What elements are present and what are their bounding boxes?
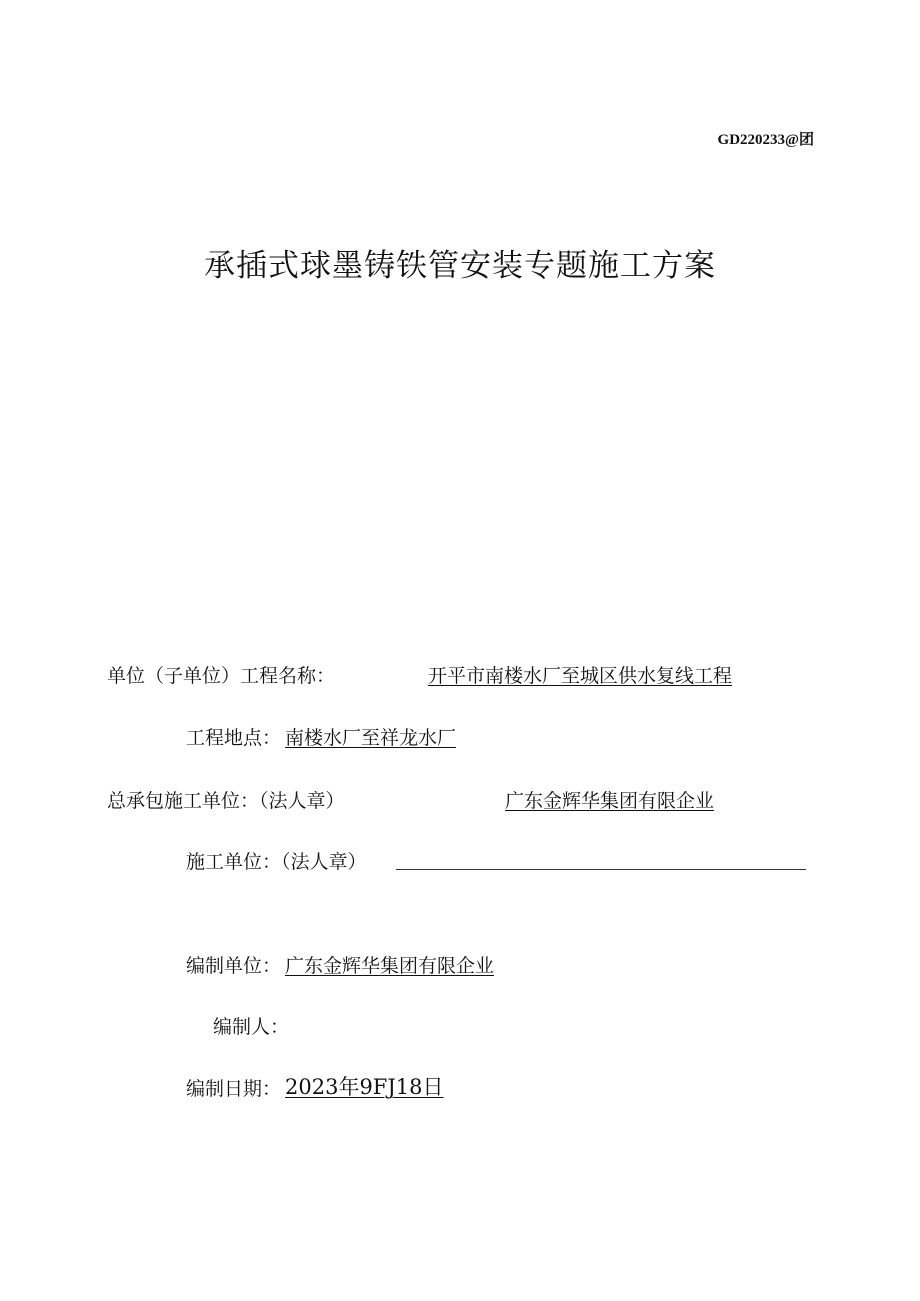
general-contractor-label: 总承包施工单位：（法人章） [107,790,345,812]
compile-date-value: 2023年9FJ18日 [285,1075,444,1099]
compiling-unit-value: 广东金辉华集团有限企业 [285,955,495,977]
compiling-unit-label: 编制单位： [186,955,282,977]
document-title: 承插式球墨铸铁管安装专题施工方案 [204,248,716,284]
construction-unit-blank-line [396,869,806,870]
general-contractor-value: 广东金辉华集团有限企业 [505,790,715,812]
project-name-value: 开平市南楼水厂至城区供水复线工程 [428,665,733,687]
project-location-value: 南楼水厂至祥龙水厂 [285,727,457,749]
document-code: GD220233@团 [717,132,814,148]
project-name-label: 单位（子单位）工程名称： [107,665,336,687]
compiler-label: 编制人： [213,1016,290,1038]
construction-unit-label: 施工单位：（法人章） [186,851,367,873]
compile-date-label: 编制日期： [186,1078,282,1100]
project-location-label: 工程地点： [186,727,282,749]
